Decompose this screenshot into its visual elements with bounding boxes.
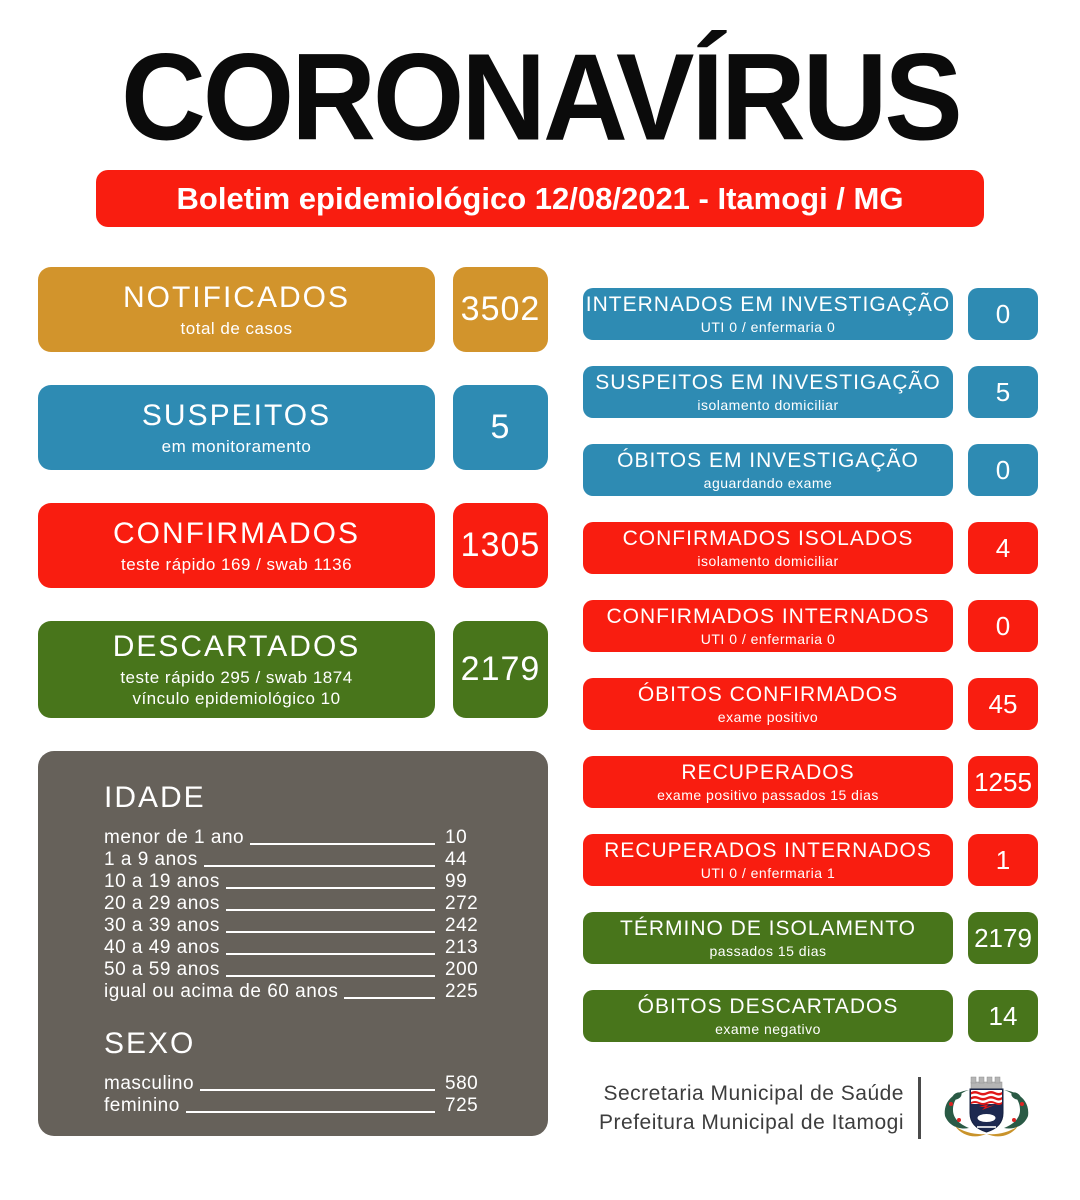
age-value: 44 xyxy=(445,849,468,870)
age-label: 40 a 49 anos xyxy=(104,937,220,958)
age-row xyxy=(104,959,500,981)
card-title: CONFIRMADOS INTERNADOS xyxy=(606,605,930,628)
age-row xyxy=(104,981,500,1003)
card-recuperados-internados xyxy=(583,834,953,886)
card-title: RECUPERADOS xyxy=(681,761,855,784)
card-title: NOTIFICADOS xyxy=(122,280,350,314)
card-subtitle: UTI 0 / enfermaria 0 xyxy=(700,319,836,335)
leader-line xyxy=(226,953,435,955)
sex-label: masculino xyxy=(104,1073,195,1094)
leader-line xyxy=(250,843,435,845)
demographics-box xyxy=(38,751,548,1136)
age-label: menor de 1 ano xyxy=(104,827,245,848)
card-title: SUSPEITOS xyxy=(141,398,332,432)
age-row xyxy=(104,893,500,915)
stat-value: 0 xyxy=(995,610,1011,641)
age-value: 225 xyxy=(445,981,479,1002)
card-confirmados-isolados-value xyxy=(968,522,1038,574)
age-value: 272 xyxy=(445,893,479,914)
card-title: ÓBITOS EM INVESTIGAÇÃO xyxy=(617,449,919,472)
card-descartados xyxy=(38,621,435,718)
card-subtitle: UTI 0 / enfermaria 0 xyxy=(700,631,836,647)
leader-line xyxy=(226,909,435,911)
card-obitos-descartados-value xyxy=(968,990,1038,1042)
card-termino-isolamento-value xyxy=(968,912,1038,964)
card-subtitle: em monitoramento xyxy=(161,436,312,456)
card-notificados-value xyxy=(453,267,548,352)
card-confirmados-internados xyxy=(583,600,953,652)
card-title: SUSPEITOS EM INVESTIGAÇÃO xyxy=(595,371,941,394)
footer-text xyxy=(599,1079,904,1137)
card-confirmados xyxy=(38,503,435,588)
stat-value: 1305 xyxy=(460,526,541,564)
stat-row-recuperados-internados xyxy=(583,834,1038,886)
card-suspeitos xyxy=(38,385,435,470)
card-title: DESCARTADOS xyxy=(112,630,361,663)
stat-value: 45 xyxy=(988,688,1018,719)
sex-row xyxy=(104,1095,500,1117)
stat-value: 4 xyxy=(995,532,1011,563)
stat-row-notificados xyxy=(38,267,548,352)
stat-row-confirmados-internados xyxy=(583,600,1038,652)
stat-value: 1 xyxy=(995,844,1011,875)
card-recuperados-value xyxy=(968,756,1038,808)
stat-row-suspeitos-investigacao xyxy=(583,366,1038,418)
card-obitos-confirmados-value xyxy=(968,678,1038,730)
sex-row xyxy=(104,1073,500,1095)
leader-line xyxy=(226,975,435,977)
card-subtitle: exame negativo xyxy=(715,1021,821,1037)
card-subtitle: teste rápido 169 / swab 1136 xyxy=(120,554,353,574)
stat-value: 3502 xyxy=(460,290,541,328)
age-row xyxy=(104,849,500,871)
card-title: CONFIRMADOS ISOLADOS xyxy=(622,527,914,550)
card-subtitle: passados 15 dias xyxy=(709,943,827,959)
card-termino-isolamento xyxy=(583,912,953,964)
card-suspeitos-value xyxy=(453,385,548,470)
age-value: 99 xyxy=(445,871,468,892)
card-suspeitos-investigacao-value xyxy=(968,366,1038,418)
card-title: INTERNADOS EM INVESTIGAÇÃO xyxy=(585,293,951,316)
card-recuperados xyxy=(583,756,953,808)
card-internados-investigacao-value xyxy=(968,288,1038,340)
age-label: igual ou acima de 60 anos xyxy=(104,981,339,1002)
stat-row-suspeitos xyxy=(38,385,548,470)
age-value: 213 xyxy=(445,937,479,958)
stat-row-descartados xyxy=(38,621,548,718)
stat-row-confirmados-isolados xyxy=(583,522,1038,574)
leader-line xyxy=(226,931,435,933)
stat-row-termino-isolamento xyxy=(583,912,1038,964)
stat-value: 2179 xyxy=(974,922,1032,953)
card-suspeitos-investigacao xyxy=(583,366,953,418)
stat-value: 0 xyxy=(995,454,1011,485)
sex-value: 580 xyxy=(445,1073,479,1094)
idade-heading: IDADE xyxy=(104,781,206,814)
stat-value: 0 xyxy=(995,298,1011,329)
card-confirmados-isolados xyxy=(583,522,953,574)
card-subtitle: teste rápido 295 / swab 1874 xyxy=(120,668,353,687)
age-value: 10 xyxy=(445,827,468,848)
right-column xyxy=(583,288,1038,1140)
leader-line xyxy=(344,997,435,999)
card-title: TÉRMINO DE ISOLAMENTO xyxy=(620,917,916,940)
card-obitos-investigacao-value xyxy=(968,444,1038,496)
footer-line1: Secretaria Municipal de Saúde xyxy=(603,1082,904,1105)
stat-value: 14 xyxy=(988,1000,1018,1031)
stat-row-internados-investigacao xyxy=(583,288,1038,340)
footer-divider xyxy=(918,1077,921,1139)
card-subtitle: UTI 0 / enfermaria 1 xyxy=(700,865,836,881)
leader-line xyxy=(186,1111,435,1113)
card-subtitle: total de casos xyxy=(180,318,293,338)
sex-value: 725 xyxy=(445,1095,479,1116)
itamogi-coat-of-arms-icon xyxy=(935,1076,1038,1140)
stat-row-obitos-investigacao xyxy=(583,444,1038,496)
card-confirmados-value xyxy=(453,503,548,588)
sexo-heading: SEXO xyxy=(104,1027,196,1060)
card-obitos-descartados xyxy=(583,990,953,1042)
card-obitos-investigacao xyxy=(583,444,953,496)
card-notificados xyxy=(38,267,435,352)
footer xyxy=(583,1076,1038,1140)
leader-line xyxy=(226,887,435,889)
card-subtitle: isolamento domiciliar xyxy=(697,553,839,569)
age-row xyxy=(104,915,500,937)
stat-value: 5 xyxy=(490,408,511,446)
card-recuperados-internados-value xyxy=(968,834,1038,886)
age-row xyxy=(104,871,500,893)
stat-value: 2179 xyxy=(460,650,541,688)
age-label: 10 a 19 anos xyxy=(104,871,220,892)
card-subtitle-2: vínculo epidemiológico 10 xyxy=(132,689,341,708)
card-subtitle: isolamento domiciliar xyxy=(697,397,839,413)
age-label: 30 a 39 anos xyxy=(104,915,220,936)
left-column xyxy=(38,267,548,1136)
card-subtitle: exame positivo xyxy=(717,709,819,725)
card-title: CONFIRMADOS xyxy=(113,516,360,550)
leader-line xyxy=(204,865,435,867)
age-value: 242 xyxy=(445,915,479,936)
card-title: RECUPERADOS INTERNADOS xyxy=(604,839,932,862)
age-label: 20 a 29 anos xyxy=(104,893,220,914)
leader-line xyxy=(200,1089,435,1091)
page-title: CORONAVÍRUS xyxy=(120,28,960,166)
card-title: ÓBITOS CONFIRMADOS xyxy=(637,683,899,706)
footer-line2: Prefeitura Municipal de Itamogi xyxy=(599,1111,904,1134)
card-obitos-confirmados xyxy=(583,678,953,730)
age-label: 50 a 59 anos xyxy=(104,959,220,980)
stat-value: 5 xyxy=(995,376,1011,407)
age-row xyxy=(104,827,500,849)
header xyxy=(0,28,1080,166)
age-row xyxy=(104,937,500,959)
card-subtitle: exame positivo passados 15 dias xyxy=(657,787,879,803)
stat-row-obitos-descartados xyxy=(583,990,1038,1042)
stat-row-obitos-confirmados xyxy=(583,678,1038,730)
banner-subtitle: Boletim epidemiológico 12/08/2021 - Itamogi / MG xyxy=(96,170,984,227)
age-value: 200 xyxy=(445,959,479,980)
age-label: 1 a 9 anos xyxy=(104,849,198,870)
card-descartados-value xyxy=(453,621,548,718)
stat-row-confirmados xyxy=(38,503,548,588)
sex-label: feminino xyxy=(104,1095,180,1116)
card-subtitle: aguardando exame xyxy=(703,475,833,491)
card-confirmados-internados-value xyxy=(968,600,1038,652)
card-internados-investigacao xyxy=(583,288,953,340)
stat-value: 1255 xyxy=(974,766,1032,797)
card-title: ÓBITOS DESCARTADOS xyxy=(637,995,899,1018)
stat-row-recuperados xyxy=(583,756,1038,808)
